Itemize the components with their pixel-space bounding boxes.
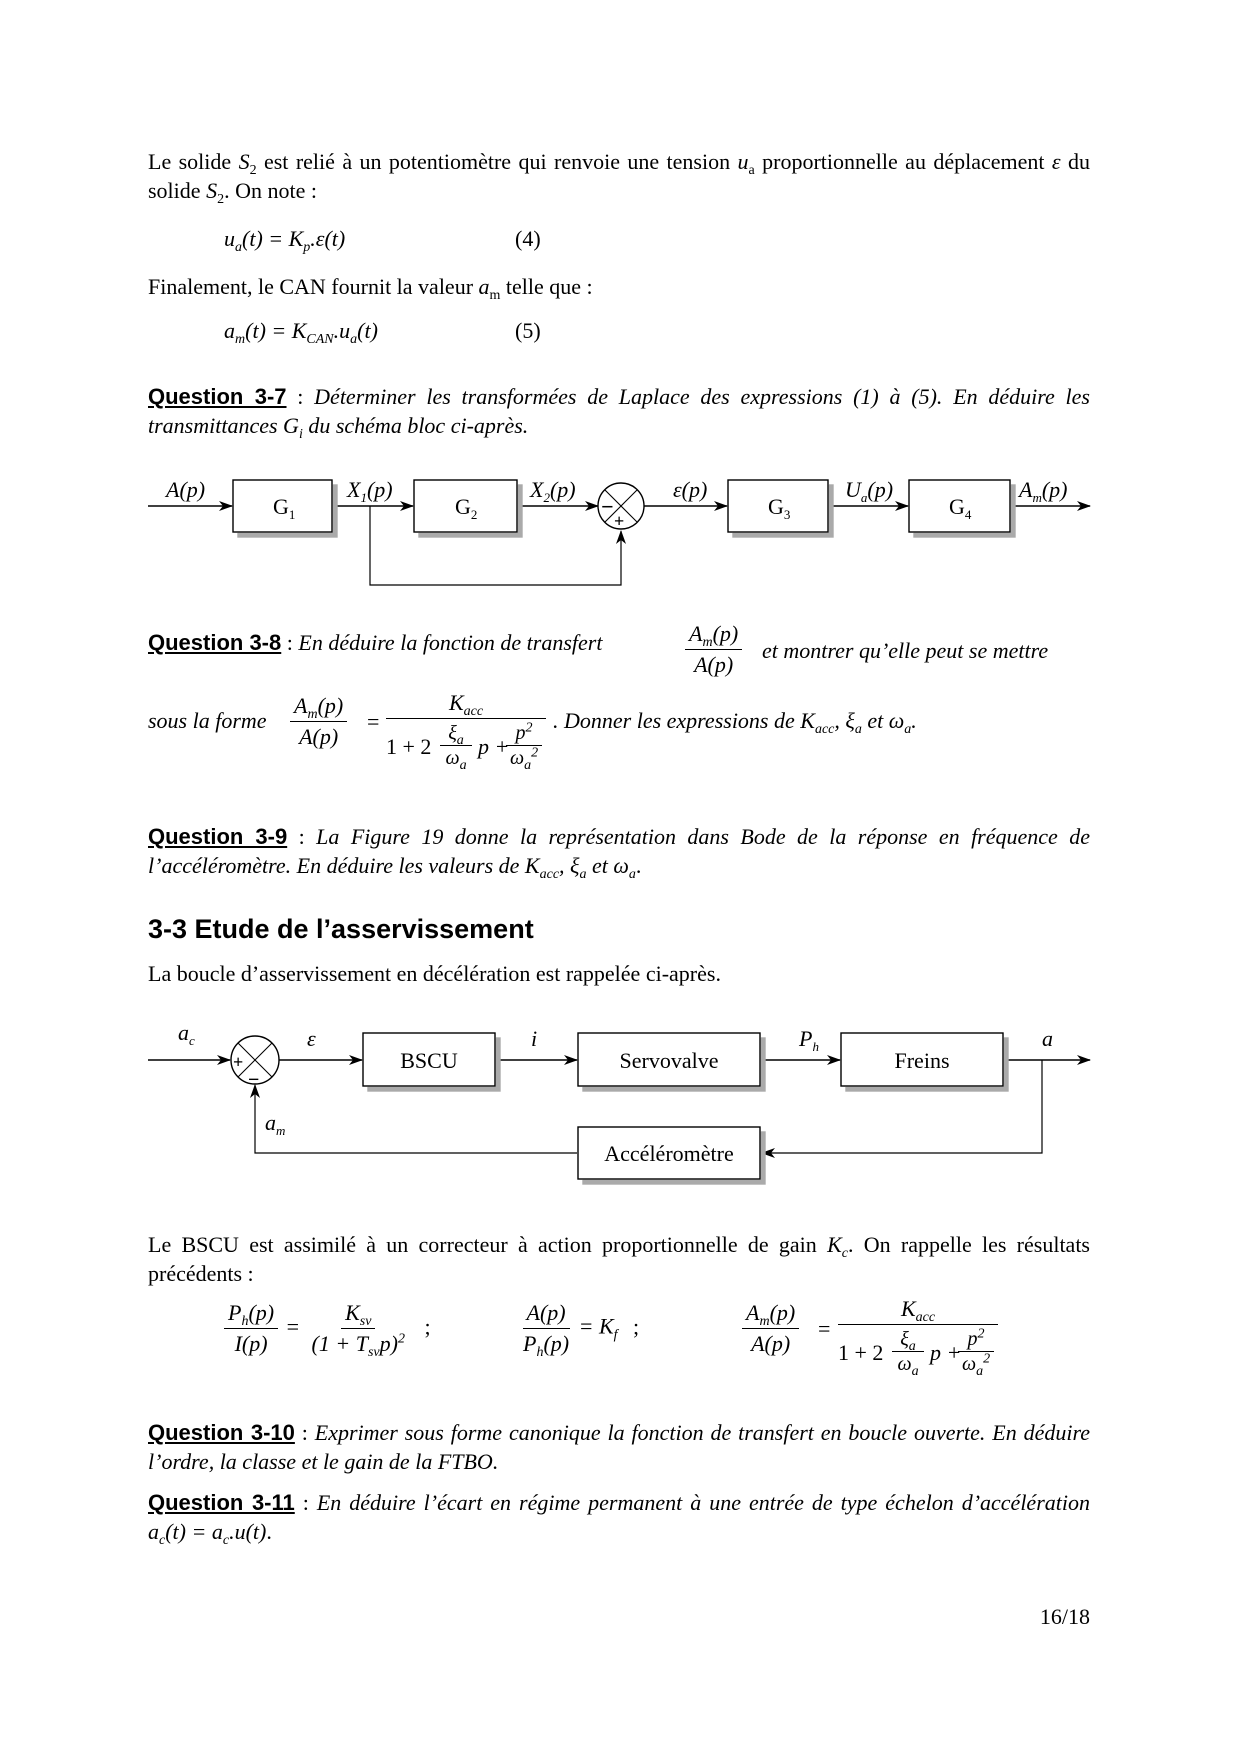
question-3-9-label: Question 3-9 [148,824,288,849]
sum2-minus-sign: − [248,1069,260,1091]
block-g4-label: $G_4$ [949,494,972,522]
signal-x2-label: $X_2(p)$ [530,477,576,505]
block-diagram-2 [0,1018,1240,1198]
recall-3-equals: = [818,1316,831,1341]
question-3-10-label: Question 3-10 [148,1420,295,1445]
section-heading: 3-3 Etude de l’asservissement [148,914,534,944]
signal-eps2-label: ε [307,1026,316,1051]
signal-eps-label: ε(p) [673,477,708,502]
question-3-11-label: Question 3-11 [148,1490,295,1515]
q38-text2: et montrer qu’elle peut se mettre [762,638,1049,663]
bscu-paragraph: Le BSCU est assimilé à un correcteur à action proportionnelle de gain $K_c$. On rappelle les résultats précédents : [148,1232,1090,1286]
block-accelerometre-label: Accéléromètre [604,1141,734,1166]
question-3-7: Question 3-7 : Déterminer les transformées de Laplace des expressions (1) à (5). En déduire les transmittances $G_i$ du schéma bloc ci-après. [148,384,1090,442]
boucle-intro: La boucle d’asservissement en décélération est rappelée ci-après. [148,961,721,986]
block-g3-label: $G_3$ [768,494,791,522]
signal-ac-label: $a_c$ [178,1020,195,1048]
block-freins-label: Freins [894,1048,950,1073]
signal-a-label: A(p) [166,477,206,502]
signal-am-label-2: $a_m$ [265,1110,286,1138]
signal-am-label: $A_m(p)$ [1019,477,1068,505]
recall-3-rhs: $K_{acc}$ 1 + 2 $\xi_a$ $\omega_a$ p + $p^2$ $\omega_a^2$ [838,1296,998,1385]
q38-form-fraction-rhs: $K_{acc}$ 1 + 2 $\xi_a$ $\omega_a$ p + $p^2$ $\omega_a^2$ [386,690,546,779]
block-bscu-label: BSCU [400,1048,458,1073]
signal-x1-label: $X_1(p)$ [347,477,393,505]
page-number: 16/18 [1039,1604,1090,1629]
sum2-plus-sign: + [233,1052,244,1072]
sum1-minus-sign: − [601,494,614,519]
equation-5-number: (5) [515,318,541,343]
signal-i-label: i [531,1026,538,1051]
recall-formula-2: $\frac{A(p)}{P_h(p)}$ = $K_f$ ; [523,1300,640,1360]
q38-text4: . Donner les expressions de $K_{acc}$, $\xi_a$ et $\omega_a$. [553,708,917,737]
q38-equals: = [367,709,380,734]
q38-fraction-am-a: $\frac{A_m(p)}{A(p)}$ [685,621,742,678]
q38-form-fraction-lhs: $\frac{A_m(p)}{A(p)}$ [290,693,347,750]
signal-ph-label: $P_h$ [799,1026,819,1054]
question-3-8-label: Question 3-8 [148,630,282,655]
equation-4: $u_a(t) = K_p.\varepsilon(t)$ [224,226,346,255]
block-g2-label: $G_2$ [455,494,478,522]
sum1-plus-sign: + [614,511,625,531]
question-3-11: Question 3-11 : En déduire l’écart en régime permanent à une entrée de type échelon d’accélération $a_c(t) = a_c.u(t)$. [148,1490,1090,1548]
block-g1-label: $G_1$ [273,494,296,522]
recall-formula-1: $\frac{P_h(p)}{I(p)}$ = $\frac{K_{sv}}{(1 + T_{sv}p)^2}$ ; [224,1300,431,1357]
final-line: Finalement, le CAN fournit la valeur $a_m$ telle que : [148,274,593,303]
feedback-am-line [255,1085,577,1153]
q38-text3: sous la forme [148,708,267,733]
recall-formula-3: $\frac{A_m(p)}{A(p)}$ [742,1300,799,1357]
block-servovalve-label: Servovalve [619,1048,719,1073]
question-3-10: Question 3-10 : Exprimer sous forme canonique la fonction de transfert en boucle ouverte. En déduire l’ordre, la classe et le gain de la FTBO. [148,1420,1090,1474]
signal-ua-label: $U_a(p)$ [845,477,894,505]
equation-4-number: (4) [515,226,541,251]
block-diagram-1 [0,470,1240,600]
question-3-9: Question 3-9 : La Figure 19 donne la représentation dans Bode de la réponse en fréquence de l’accéléromètre. En déduire les valeurs de $K_{acc}$, $\xi_a$ et $\omega_a$. [148,824,1090,882]
question-3-7-label: Question 3-7 [148,384,287,409]
question-3-8: Question 3-8 : En déduire la fonction de transfert [148,630,603,655]
equation-5: $a_m(t) = K_{CAN}.u_a(t)$ [224,318,378,347]
signal-a-out-label: a [1042,1026,1053,1051]
intro-paragraph: Le solide $S_2$ est relié à un potentiomètre qui renvoie une tension $u_a$ proportionnelle au déplacement ε du solide $S_2$. On note : [148,149,1090,207]
